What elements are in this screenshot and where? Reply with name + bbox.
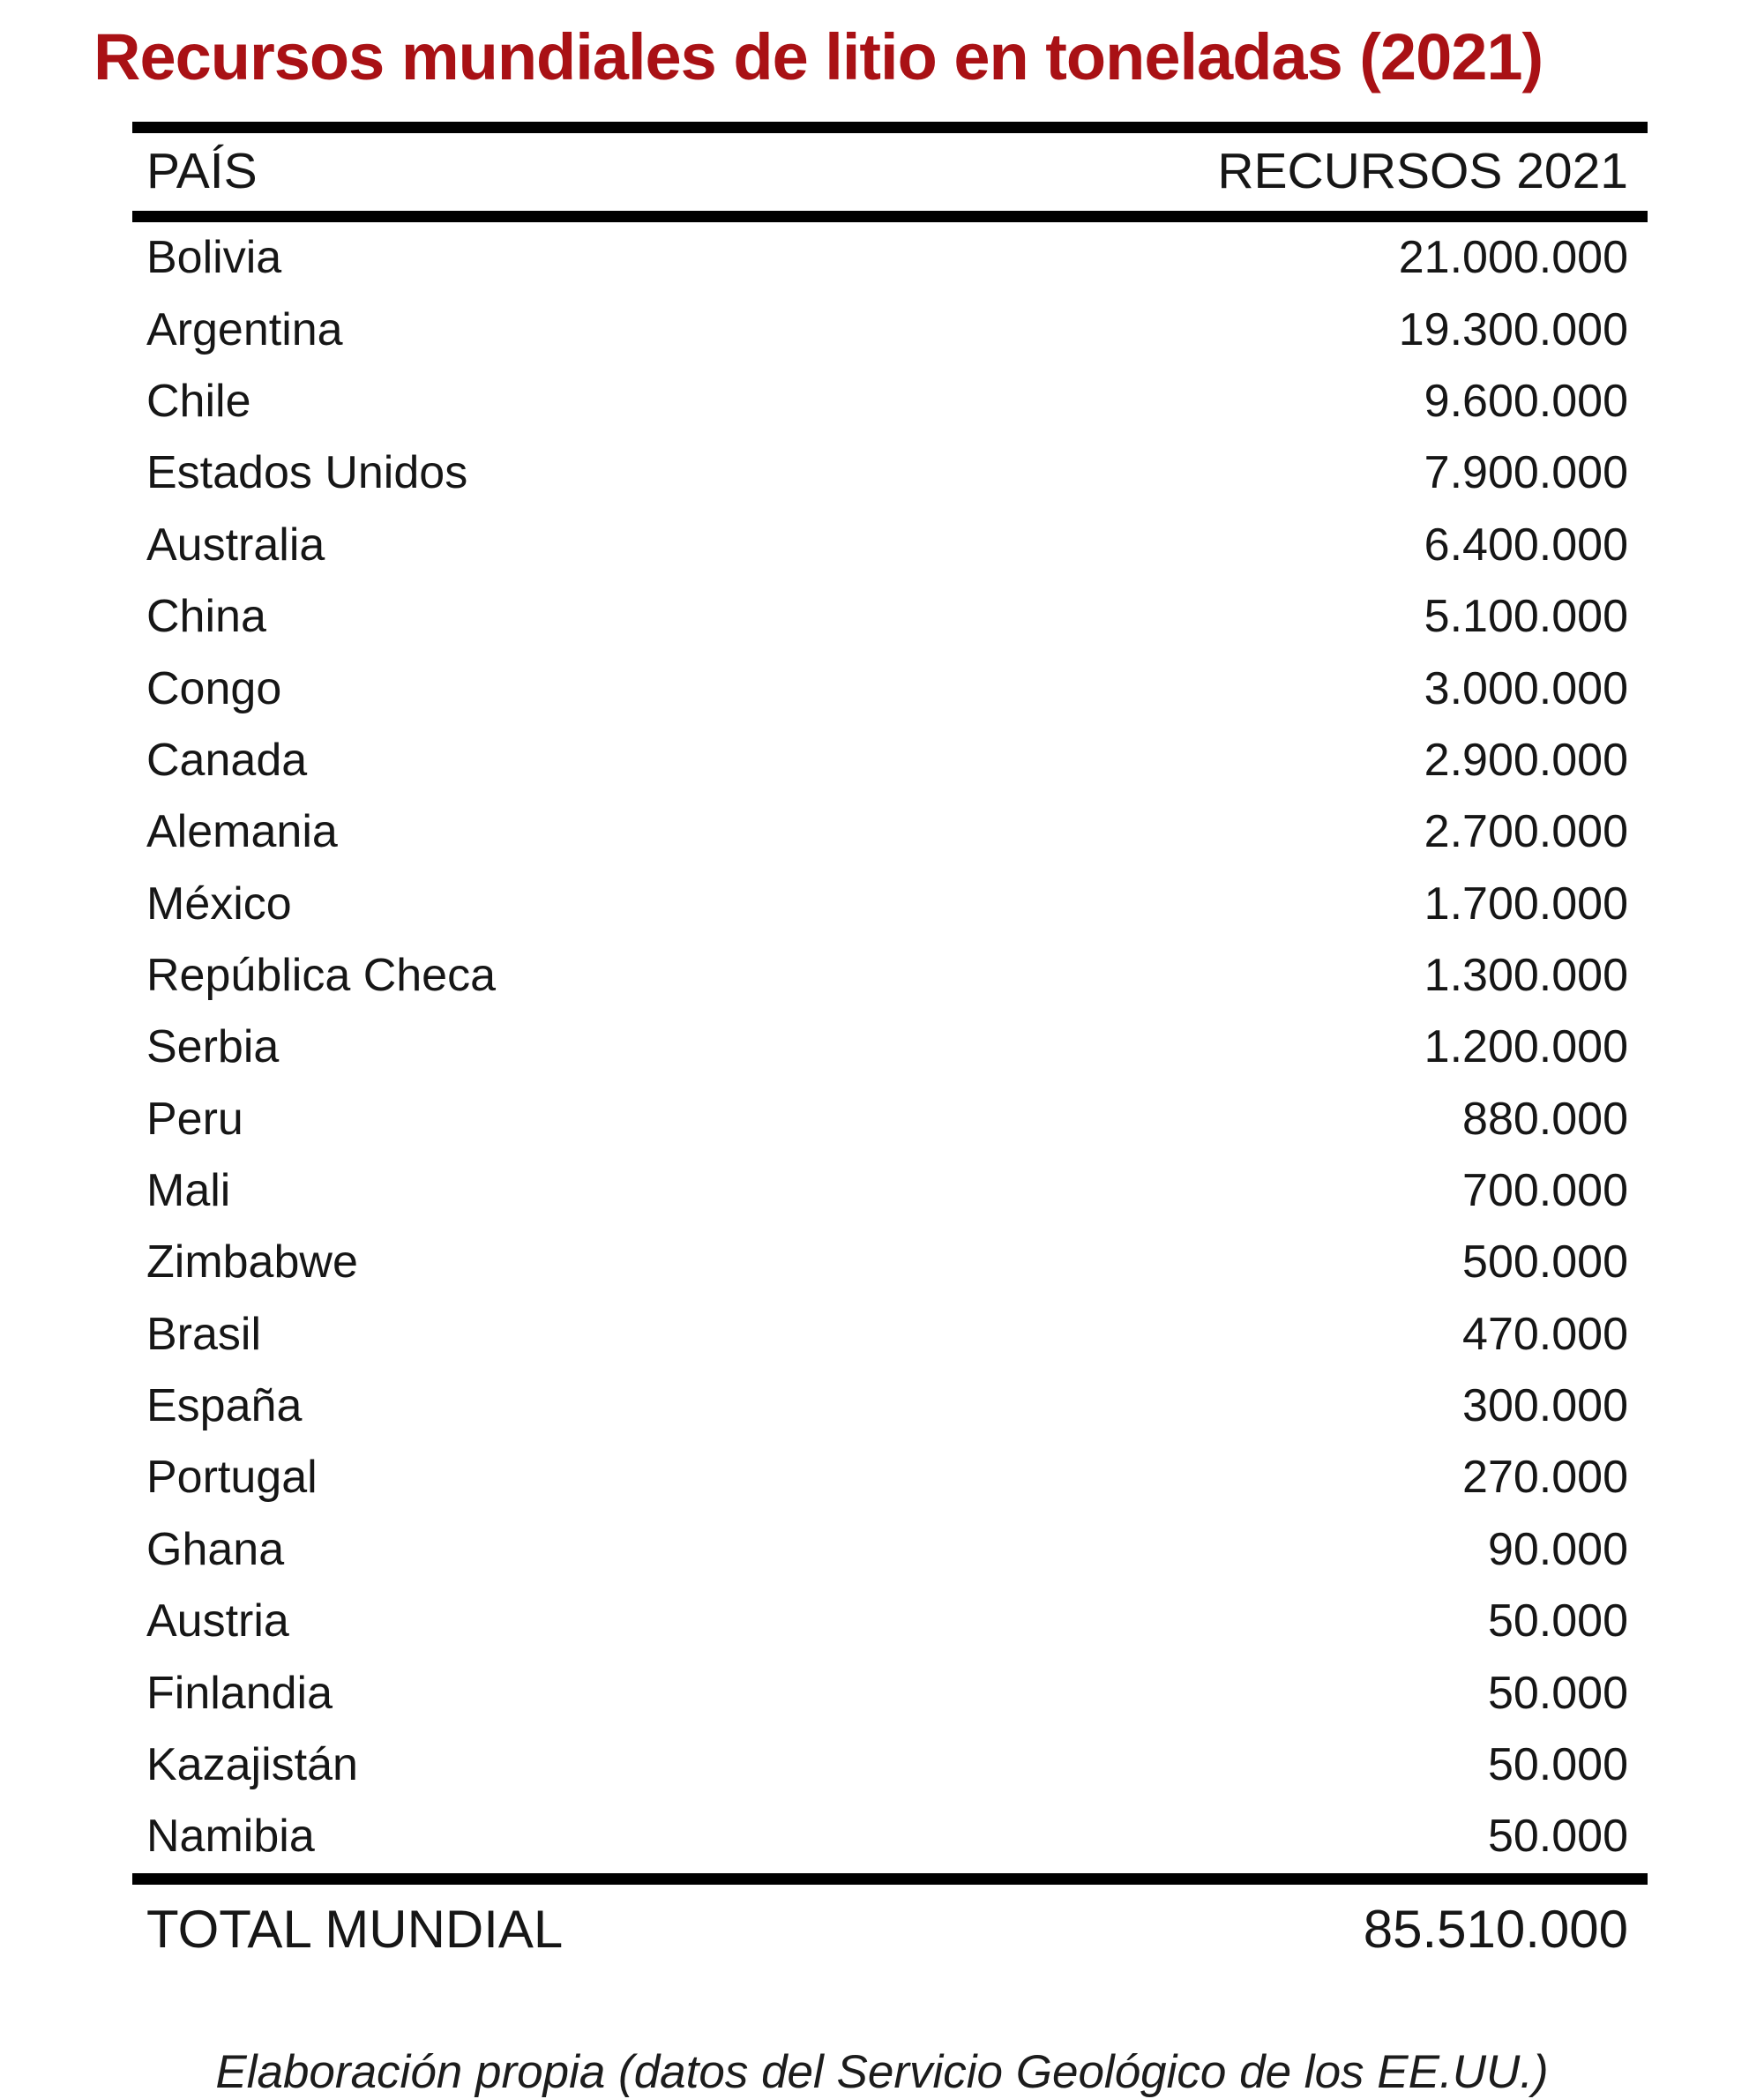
total-label: TOTAL MUNDIAL [146,1899,564,1959]
country-cell: Kazajistán [146,1738,358,1790]
table-row [132,1442,1648,1513]
value-cell: 1.300.000 [1424,949,1628,1001]
value-cell: 1.700.000 [1424,878,1628,930]
table-row [132,1586,1648,1657]
country-cell: Argentina [146,303,343,355]
value-cell: 50.000 [1487,1811,1628,1863]
value-cell: 50.000 [1487,1667,1628,1719]
table-row [132,940,1648,1012]
country-cell: Chile [146,376,251,428]
value-cell: 700.000 [1462,1165,1628,1217]
table-row [132,796,1648,868]
value-cell: 3.000.000 [1424,662,1628,714]
table-row [132,1227,1648,1298]
table-row [132,1658,1648,1729]
table-row [132,1371,1648,1442]
total-row [132,1879,1648,1976]
value-cell: 21.000.000 [1398,232,1628,284]
value-cell: 6.400.000 [1424,519,1628,571]
value-cell: 19.300.000 [1398,303,1628,355]
country-cell: Ghana [146,1523,285,1575]
value-cell: 470.000 [1462,1308,1628,1360]
value-cell: 90.000 [1487,1523,1628,1575]
country-cell: Portugal [146,1452,318,1504]
country-cell: China [146,591,266,643]
country-cell: Zimbabwe [146,1236,358,1289]
value-cell: 2.700.000 [1424,806,1628,858]
country-cell: Mali [146,1165,231,1217]
total-value: 85.510.000 [1363,1899,1628,1959]
country-cell: Canada [146,734,308,786]
table-row [132,1729,1648,1801]
table-row [132,1514,1648,1586]
column-header-country: PAÍS [146,142,258,199]
value-cell: 880.000 [1462,1093,1628,1145]
value-cell: 9.600.000 [1424,376,1628,428]
value-cell: 7.900.000 [1424,447,1628,499]
country-cell: Alemania [146,806,338,858]
value-cell: 500.000 [1462,1236,1628,1289]
country-cell: Namibia [146,1811,315,1863]
value-cell: 50.000 [1487,1738,1628,1790]
country-cell: Bolivia [146,232,282,284]
country-cell: España [146,1380,303,1432]
country-cell: Australia [146,519,325,571]
column-header-resources: RECURSOS 2021 [1217,142,1628,199]
table-row [132,1084,1648,1155]
country-cell: Serbia [146,1021,280,1073]
value-cell: 300.000 [1462,1380,1628,1432]
table-row [132,869,1648,940]
table-row [132,295,1648,366]
table-row [132,217,1648,295]
value-cell: 270.000 [1462,1452,1628,1504]
country-cell: Brasil [146,1308,262,1360]
table-row [132,437,1648,509]
country-cell: Peru [146,1093,243,1145]
table-row [132,1299,1648,1371]
table-row [132,1155,1648,1227]
country-cell: República Checa [146,949,497,1001]
table-row [132,581,1648,653]
value-cell: 5.100.000 [1424,591,1628,643]
country-cell: Finlandia [146,1667,333,1719]
table-row [132,725,1648,796]
value-cell: 2.900.000 [1424,734,1628,786]
resources-table [132,122,1648,1977]
table-row [132,654,1648,725]
table-row [132,1012,1648,1083]
country-cell: Estados Unidos [146,447,468,499]
value-cell: 1.200.000 [1424,1021,1628,1073]
header-row [132,127,1648,217]
table-row [132,366,1648,437]
country-cell: México [146,878,292,930]
table-row [132,510,1648,581]
table-row [132,1801,1648,1879]
country-cell: Congo [146,662,282,714]
source-note: Elaboración propia (datos del Servicio Geológico de los EE.UU.) [215,2046,1549,2099]
page-title: Recursos mundiales de litio en toneladas (2021) [93,20,1544,93]
value-cell: 50.000 [1487,1595,1628,1647]
country-cell: Austria [146,1595,289,1647]
